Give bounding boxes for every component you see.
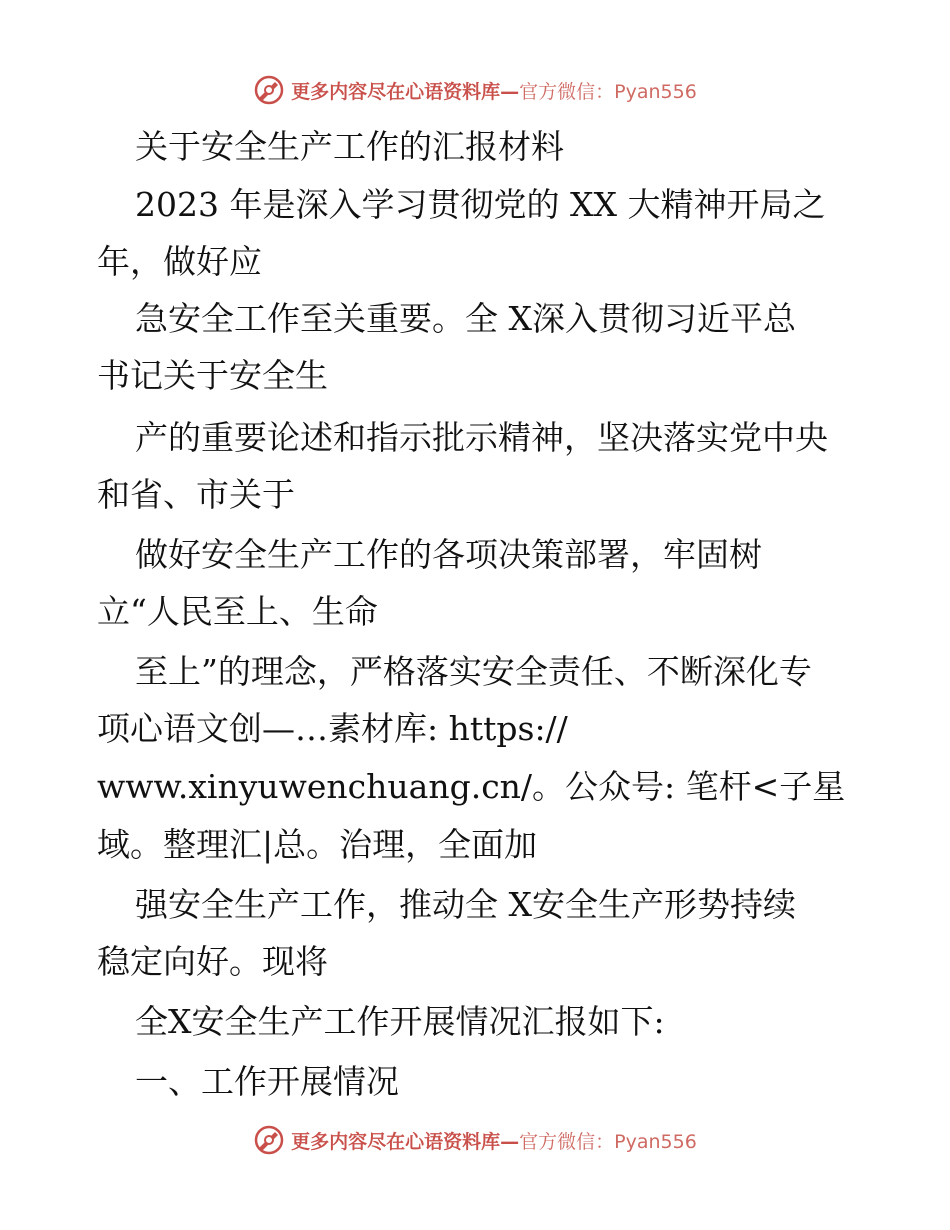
section-heading: 一、工作开展情况 — [135, 1062, 399, 1101]
footer-banner-wechat: 官方微信：Pyan556 — [519, 1130, 697, 1153]
text-line: 全X安全生产工作开展情况汇报如下: — [135, 1002, 665, 1041]
text-line: 稳定向好。现将 — [97, 942, 328, 981]
header-watermark-banner — [0, 72, 950, 108]
pen-logo-icon — [253, 74, 285, 106]
header-banner-text: 更多内容尽在心语资料库— — [291, 80, 520, 103]
text-line: 书记关于安全生 — [97, 356, 328, 395]
text-line: 至上”的理念，严格落实安全责任、不断深化专 — [135, 652, 812, 691]
footer-banner-text: 更多内容尽在心语资料库— — [291, 1130, 520, 1153]
text-line: 做好安全生产工作的各项决策部署，牢固树 — [135, 535, 762, 574]
text-line: 2023 年是深入学习贯彻党的 XX 大精神开局之 — [135, 185, 826, 224]
pen-logo-icon — [253, 1124, 285, 1156]
header-banner-wechat: 官方微信：Pyan556 — [519, 80, 697, 103]
text-line: 域。整理汇|总。治理，全面加 — [97, 825, 538, 864]
text-line: 项心语文创—…素材库: https:// — [97, 709, 568, 748]
text-line: 产的重要论述和指示批示精神，坚决落实党中央 — [135, 418, 828, 457]
footer-watermark-banner — [0, 1122, 950, 1158]
document-title: 关于安全生产工作的汇报材料 — [135, 127, 564, 166]
text-line: 急安全工作至关重要。全 X深入贯彻习近平总 — [135, 299, 796, 338]
text-line: 强安全生产工作，推动全 X安全生产形势持续 — [135, 885, 796, 924]
text-line: 立“人民至上、生命 — [97, 592, 378, 631]
text-line: www.xinyuwenchuang.cn/。公众号: 笔杆<子星 — [97, 767, 846, 806]
text-line: 年，做好应 — [97, 242, 262, 281]
text-line: 和省、市关于 — [97, 475, 295, 514]
